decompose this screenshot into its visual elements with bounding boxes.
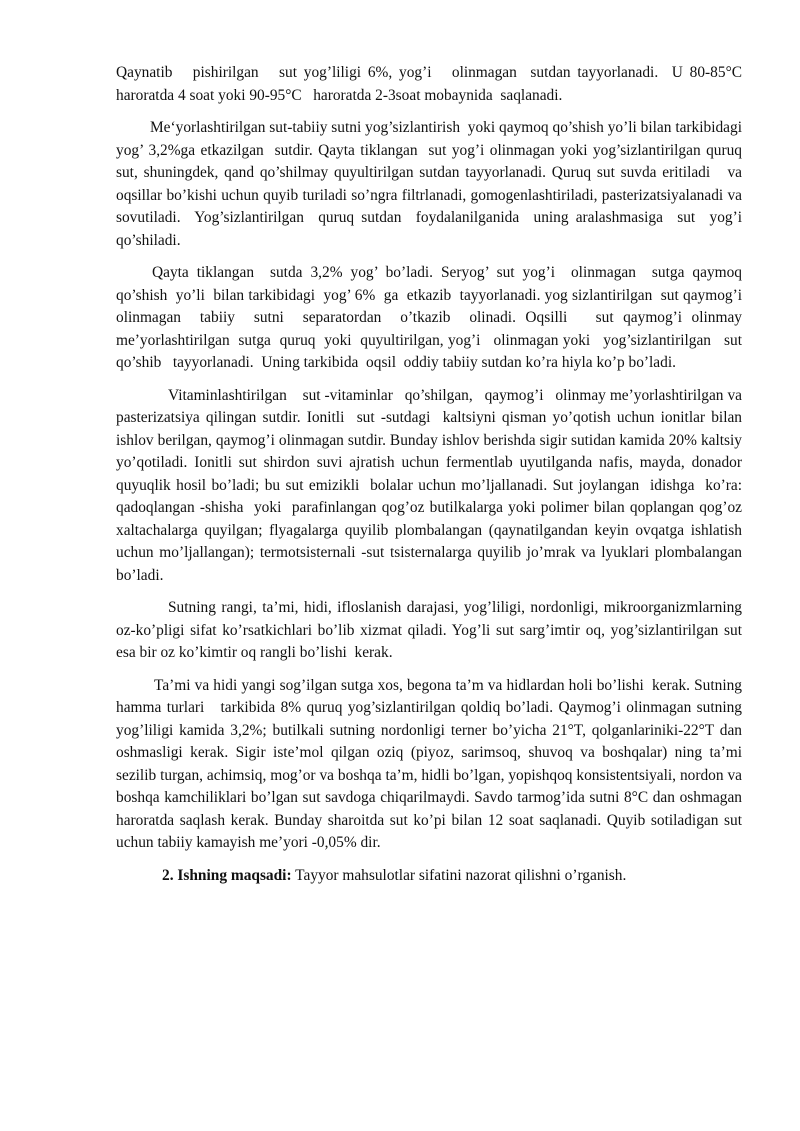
paragraph-restored-milk: Qayta tiklangan sutda 3,2% yog’ bo’ladi. Seryog’ sut yog’i olinmagan sutga qaymoq qo’shish yo’li bilan tarkibidagi yog’ 6% ga etkazib tayyorlanadi. yog sizlantirilgan sut qaymog’i olinmagan tabiiy sutni separatordan o’tkazib olinadi. Oqsilli sut qaymog’i olinmay me’yorlashtirilgan sutga quruq yoki quyultirilgan, yog’i olinmagan yoki yog’sizlantirilgan sut qo’shib tayyorlanadi. Uning tarkibida oqsil oddiy tabiiy sutdan ko’ra hiyla ko’p bo’ladi. <box>116 264 754 371</box>
paragraph-taste-smell: Ta’mi va hidi yangi sog’ilgan sutga xos, begona ta’m va hidlardan holi bo’lishi kerak. Sutning hamma turlari tarkibida 8% quruq yog’sizlantirilgan qoldiq bo’ladi. Qaymog’i olinmagan sutning yog’liligi kamida 3,2%; butilkali sutning nordonligi terner bo’yicha 21°T, qolganlariniki-22°T dan oshmasligi kerak. Sigir iste’mol qilgan oziq (piyoz, sarimsoq, shuvoq va boshqalar) ning ta’mi sezilib turgan, achimsiq, mog’or va boshqa ta’m, hidli bo’lgan, yopishqoq konsistentsiyali, nordon va boshqa kamchiliklari bo’lgan sut savdoga chiqarilmaydi. Savdo tarmog’ida sutni 8°C dan oshmagan haroratda saqlash kerak. Bunday sharoitda sut ko’pi bilan 12 soat saqlanadi. Quyib sotiladigan sut uchun tabiiy kamayish me’yori -0,05% dir. <box>116 676 746 851</box>
goal-paragraph <box>116 865 742 888</box>
goal-text: Tayyor mahsulotlar sifatini nazorat qilishni o’rganish. <box>291 866 627 884</box>
paragraph-quality-indicators: Sutning rangi, ta’mi, hidi, ifloslanish darajasi, yog’liligi, nordonligi, mikroorganizmlarning oz-ko’pligi sifat ko’rsatkichlari bo’lib xizmat qiladi. Yog’li sut sarg’imtir oq, yog’sizlantirilgan sut esa bir oz ko’kimtir oq rangli bo’lishi kerak. <box>116 599 746 661</box>
goal-label: 2. Ishning maqsadi: <box>162 866 292 884</box>
document-page <box>116 62 754 897</box>
paragraph-boiled-milk: Qaynatib pishirilgan sut yog’liligi 6%, yog’i olinmagan sutdan tayyorlanadi. U 80-85°C haroratda 4 soat yoki 90-95°C haroratda 2-3soat mobaynida saqlanadi. <box>116 64 746 104</box>
paragraph-vitaminized-milk: Vitaminlashtirilgan sut -vitaminlar qo’shilgan, qaymog’i olinmay me’yorlashtirilgan va pasterizatsiya qilingan sutdir. Ionitli sut -sutdagi kaltsiyni qisman yo’qotish uchun ionitlar bilan ishlov berilgan, qaymog’i olinmagan sutdir. Bunday ishlov berishda sigir sutidan kamida 20% kaltsiy yo’qotiladi. Ionitli sut shirdon suvi ajratish uchun fermentlab uyutilganda nafis, mayda, donador quyuqlik hosil bo’ladi; bu sut emizikli bolalar uchun mo’ljallanadi. Sut joylangan idishga ko’ra: qadoqlangan -shisha yoki parafinlangan qog’oz butilkalarga yoki polimer bilan qoplangan qog’oz xaltachalarga quyilgan; flyagalarga quyilib plombalangan (qaynatilgandan keyin ovqatga ishlatish uchun mo’ljallangan); termotsisternali -sut tsisternalarga quyilib jo’mrak va lyuklari plombalangan bo’ladi. <box>116 386 750 584</box>
paragraph-normalized-milk: Me‘yorlashtirilgan sut-tabiiy sutni yog’sizlantirish yoki qaymoq qo’shish yo’li bilan tarkibidagi yog’ 3,2%ga etkazilgan sutdir. Qayta tiklangan sut yog’i olinmagan yoki yog’sizlantirilgan quruq sut, shuningdek, qand qo’shilmay quyultirilgan sutdan tayyorlanadi. Quruq sut suvda eritiladi va oqsillar bo’kishi uchun quyib turiladi so’ngra filtrlanadi, gomogenlashtiriladi, pasterizatsiyalanadi va sovutiladi. Yog’sizlantirilgan quruq sutdan foydalanilganida uning aralashmasiga sut yog’i qo’shiladi. <box>116 119 754 249</box>
